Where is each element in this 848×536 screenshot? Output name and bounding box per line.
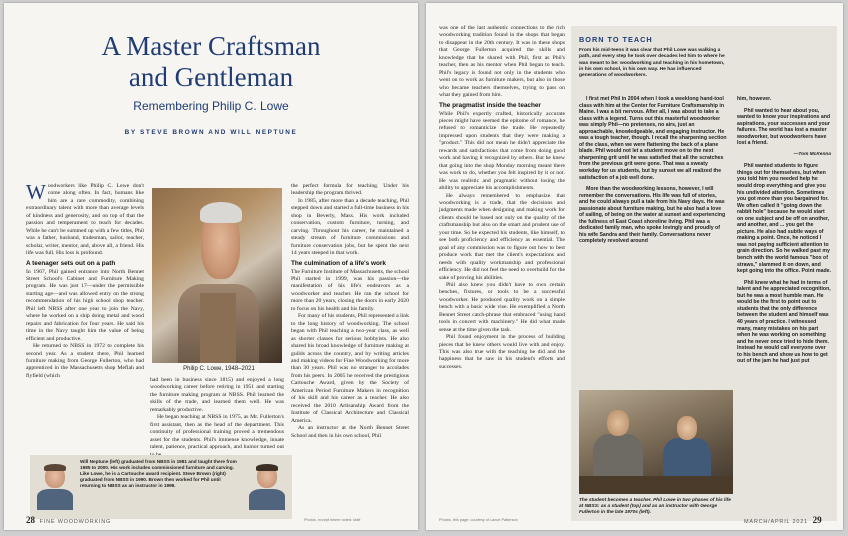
signature: —Tom McKenna [793,151,831,157]
paragraph: He always remembered to emphasize that woodworking is a trade, that the decisions and judgments made when designing and making work for clients should be based not only on the quality of the craftsmanship but also on the smart and prudent use of your time. So he expected his students, like himself, to see both proficiency and efficiency as essential. The goal of any commission was to figure out how to best produce work that met the client's expectations and needs with quality workmanship and professional efficiency. He did not feel the need to overbuild for the sake of proving his abilities. [439,192,565,281]
paragraph: As an instructor at the North Bennet Street School and then in his own school, Phil [291,425,409,439]
paragraph: For many of his students, Phil represented a link to the long history of woodworking. The school began with Phil teaching a two-year class, as well as shorter classes for serious hobbyists. He also shared his broad knowledge of furniture making at guilds across the country, and by writing articles and making videos for Fine Woodworking for more than 30 years. Phil was no stranger to accolades from his peers. In 2005 he received the prestigious Cartouche Award, given by the Society of American Period Furniture Makers in recognition of his skill and his career as a teacher. He also received the 2010 Artisanship Award from the Institute of Classical Architecture and Classical America. [291,313,409,424]
sidebar-photo [579,390,733,494]
left-folio [26,515,111,525]
author-bio-text: Will Neptune (left) graduated from NBSS in 1981 and taught there from 1985 to 2000. His work includes commissioned furniture and carving. Like Lowe, he is a Cartouche award recipient. Steve Brown (right) graduated from NBSS in 1990. Brown then worked for Phil until returning to NBSS as an instructor in 1999. [80,459,237,489]
magazine-name: FINE WOODWORKING [39,519,112,525]
portrait-photo [152,188,282,363]
paragraph: I first met Phil in 2004 when I took a weeklong hand-tool class with him at the Center for Furniture Craftsmanship in Maine. I was a bit nervous. After all, I was about to take a class with a legend. Turns out this masterful woodworker was simply Phil—no pretenses, no airs, just an approachable, knowledgeable, and engaging instructor. He was a tough teacher, though. I recall the sharpening section of the class, when we were flattening the back of a plane blade. Phil would not let a student move on to the next sharpening grit until he was satisfied that all the scratches from the previous grit were gone. That was a sweaty workday for us students, but by sunset we all realized the satisfaction of a job well done. [579,96,727,181]
paragraph: him, however. [737,96,772,102]
article-title [4,31,418,93]
sidebar-photo-caption: The student becomes a teacher. Phil Lowe in two phases of his life at NBSS: as a student (top) and as an instructor with George Fullerton in the late 1970s (left). [579,498,731,515]
paragraph: More than the woodworking lessons, however, I will remember the conversations. His life was full of stories, and he could always pull a tale from his Navy days. He was passionate about furniture making, but he also had a love of sailing, of being on the water at sunset and experiencing the fullness of East Coast shoreline living. Phil was a dedicated family man, who spoke lovingly and proudly of his wife Sandra and their family. Conversations never completely revolved around [579,186,726,245]
section-heading-culmination: The culmination of a life's work [291,259,386,267]
left-column-2 [150,377,284,453]
sidebar-column-1 [579,96,727,388]
left-column-3 [291,183,409,515]
sidebar-column-2 [737,96,831,516]
title-line-2: and Gentleman [128,62,294,92]
sidebar-title: BORN TO TEACH [579,35,653,44]
sidebar-intro: From his mid-teens it was clear that Phil Lowe was walking a path, and every step he took over decades led him to where he was meant to be: woodworking and teaching in his hometown, in his own school, in his own way. He has influenced generations of woodworkers. [579,48,725,79]
paragraph: Phil wanted students to figure things out for themselves, but when you told him you needed help he would drop everything and give you his undivided attention. Sometimes you got more than you bargained for. We often called it "going down the rabbit hole" because he would start on one subject and be off on another, and another, and ... you get the picture. He also had subtle ways of making a point. Once, he noticed I was not paying sufficient attention to grain direction. So he walked past my bench with the world famous "box of straws," slammed it on down, and kept going into the office. Point made. [737,163,831,275]
paragraph: was one of the last authentic connections to the rich woodworking tradition found in the shops that began to disappear in the 20th century. It was in these shops that George Fullerton acquired the skills and knowledge that he shared with Phil, first as Phil's teacher, then as his mentor when Phil began to teach. Phil's legacy is found not only in the students who went on to work as furniture makers, but also in those who became teachers themselves, trying to pass on what they gained from him. [439,25,565,99]
paragraph: He began teaching at NBSS in 1975, as Mr. Fullerton's first assistant, then as the head of the department. This continuity of professional training proved a tremendous asset for the students. Phil's immense knowledge, innate talent, patience, practical approach, and humor turned out [150,414,284,451]
right-column-1 [439,25,565,505]
paragraph: He returned to NBSS in 1972 to complete his second year. As a student there, Phil learned furniture making from George Fullerton, who had apprenticed in the Massachusetts shop Meflah and flyfield (which [26,343,144,379]
paragraph: had been in business since 1815) and enjoyed a long woodworking career before retiring in 1951 and starting the furniture making program at NBSS. Phil learned the skills of the trade, and learned them well. He was remarkably productive. [150,377,284,413]
photo-credit: Photos, except where noted: staff [304,518,361,522]
paragraph: While Phil's expertly crafted, historically accurate pieces might have seemed the epitome of romance, he refused to romanticize the trade. He repeatedly impressed upon students that they were making a "product." This did not mean he didn't appreciate the rewards and satisfactions that come from doing good work and having it recognized by others. But he knew that going into the shop Monday morning meant there was work to do, whether you felt inspired by it or not. He was realistic and pragmatic without losing the ability to appreciate his accomplishments. [439,110,565,192]
paragraph: In 1985, after more than a decade teaching, Phil stepped down and started a full-time business in his shop in Beverly, Mass. His work included conservation, custom furniture, turning, and carving. Throughout his career, he maintained a steady stream of furniture commissions and furniture conservation jobs, but he spent the next 14 years steeped in that work. [291,197,409,257]
portrait-caption: Philip C. Lowe, 1948–2021 [183,366,255,372]
right-page [426,3,843,530]
author-photo-neptune [34,460,76,510]
sidebar-born-to-teach [571,26,837,521]
paragraph: Phil knew what he had in terms of talent and he appreciated recognition, but he was a most humble man. He would be the first to point out to students that the only difference between the student and himself was 40 years of practice. I witnessed many, many mistakes on his part when he was working on something and he never once tried to hide them. Instead he would call everyone over to his bench and show us how to get out of the jam he had just put [737,279,831,365]
dropcap: W [26,180,46,204]
author-photo-brown [246,460,288,510]
photo-credit: Photos, this page: courtesy of Lance Patterson [439,518,518,522]
paragraph: In 1967, Phil gained entrance into North Bennet Street School's Cabinet and Furniture Making program. He was just 17—under the permissible starting age—and was allowed entry on the strong recommendation of his high school shop teacher. Phil left NBSS after one year to join the Navy, where he worked on a ship doing metal and wood repairs and fabrication for four years. He said his time in the Navy taught him the value of being efficient and productive. [26,268,144,342]
paragraph: Phil found enjoyment in the process of building pieces that he knew others would live with and enjoy. This was also true with the teaching he did and the happiness that he saw in his student's efforts and successes. [439,334,565,370]
lead-paragraph: oodworkers like Philip C. Lowe don't come along often. In fact, humans like him are a rare commodity, combining extraordinary talent with more than average levels of kindness and generosity, and on top of that the passion and temperament to teach for decades. While he can't be summed up with a few titles, Phil was a father, husband, tradesman, sailor, teacher, scholar, writer, mentor, and, above all, a friend. His life was full. His loss is profound. [26,183,144,257]
section-heading-pragmatist: The pragmatist inside the teacher [439,101,541,109]
right-folio [744,515,822,525]
paragraph: The Furniture Institute of Massachusetts, the school Phil started in 1999, was his passion—the manifestation of his life's endeavors as a woodworker and teacher. He ran the school for more than 20 years, closing the doors in early 2020 to focus on his health and his family. [291,268,409,312]
issue-date: MARCH/APRIL 2021 [744,519,808,525]
left-page [4,3,418,530]
paragraph: Phil also knew you didn't have to own certain benches, fixtures, or tools to be a successful woodworker. He produced quality work on a simple bench with a basic wide vise. He exemplified a North Bennet Street catch-phrase that embraced "using hand tools in concert with machinery." He did what made sense at the time given the task. [439,281,565,333]
paragraph: the perfect formula for teaching. Under his leadership the program thrived. [291,183,409,197]
paragraph: Phil wanted to hear about you, wanted to know your inspirations and aspirations, your successes and your failures. The world has lost a master woodworker, but woodworkers have lost a friend. [737,107,831,147]
page-number: 28 [26,515,35,525]
author-bio-box [30,455,292,519]
byline: BY STEVE BROWN AND WILL NEPTUNE [124,129,298,136]
page-number: 29 [812,515,822,525]
title-line-1: A Master Craftsman [101,31,321,61]
left-column-1 [26,180,144,433]
article-subtitle: Remembering Philip C. Lowe [133,99,289,113]
section-heading-teenager: A teenager sets out on a path [26,259,116,267]
